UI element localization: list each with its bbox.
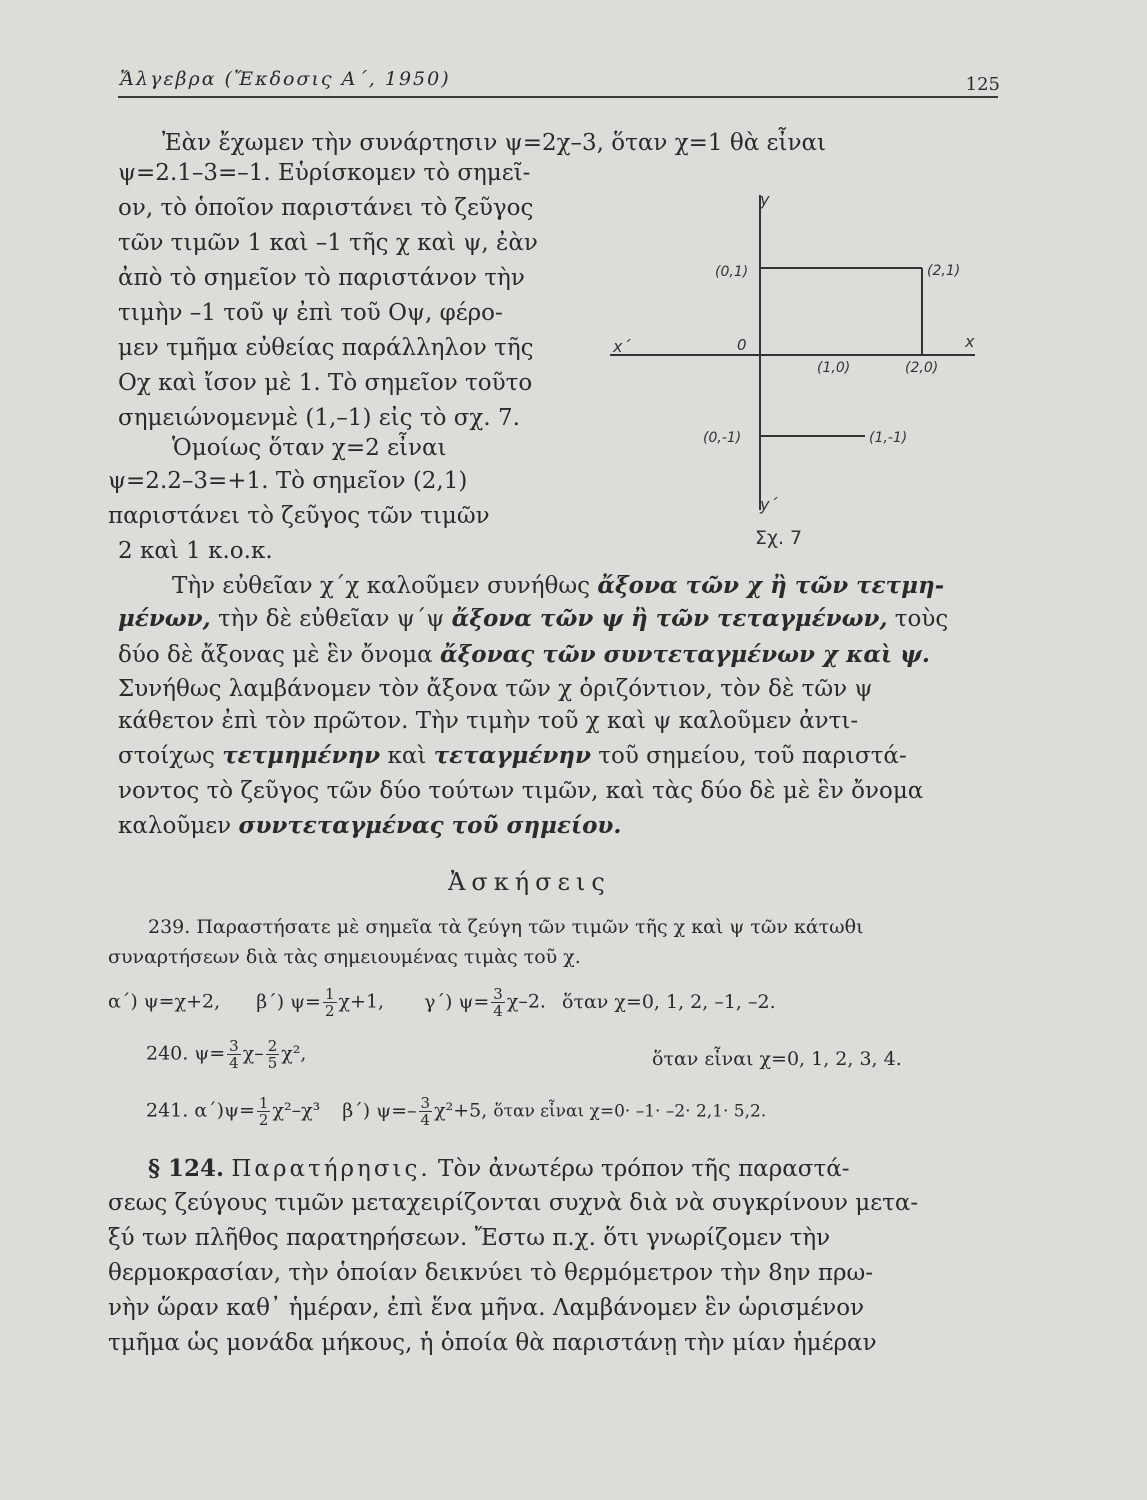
ex239-b-pre: β΄) ψ= (256, 990, 321, 1013)
def-line-6-term-a: τετμημένην (222, 742, 381, 769)
body-line-13: 2 καὶ 1 κ.ο.κ. (118, 538, 273, 564)
body-line-8: Οχ καὶ ἴσον μὲ 1. Τὸ σημεῖον τοῦτο (118, 370, 533, 396)
figure-7-coordinate-axes (605, 180, 1005, 550)
x-prime-label: x΄ (613, 337, 631, 356)
body-line-1: Ἐὰν ἔχωμεν τὴν συνάρτησιν ψ=2χ–3, ὅταν χ=1 θὰ εἶναι (162, 130, 827, 156)
exercise-239-line-1: 239. Παραστήσατε μὲ σημεῖα τὰ ζεύγη τῶν τιμῶν τῆς χ καὶ ψ τῶν κάτωθι (148, 916, 864, 938)
def-line-2-text-b: τοὺς (887, 606, 949, 632)
header-rule (118, 96, 998, 98)
exercises-heading: Ἀσκήσεις (448, 868, 611, 896)
body-line-12: παριστάνει τὸ ζεῦγος τῶν τιμῶν (108, 503, 490, 529)
body-line-4: τῶν τιμῶν 1 καὶ –1 τῆς χ καὶ ψ, ἐὰν (118, 230, 538, 256)
ex239-b-den: 2 (324, 1002, 335, 1020)
ex239-c-pre: γ΄) ψ= (424, 990, 490, 1013)
point-label-1-m1: (1,-1) (869, 430, 908, 446)
ex240-num-1: 3 (229, 1037, 239, 1055)
def-line-6-text-b: καὶ (380, 743, 434, 769)
point-label-0-m1: (0,-1) (703, 430, 742, 446)
section-number: § 124. (148, 1155, 225, 1182)
ex239-c-num: 3 (493, 985, 503, 1003)
ex241-pre: 241. α΄)ψ= (146, 1099, 255, 1122)
section-124-line-5: νὴν ὥραν καθ᾽ ἡμέραν, ἐπὶ ἕνα μῆνα. Λαμβάνομεν ἓν ὡρισμένον (108, 1295, 865, 1321)
point-label-1-0: (1,0) (817, 360, 851, 376)
section-124-line-3: ξύ των πλῆθος παρατηρήσεων. Ἔστω π.χ. ὅτι γνωρίζομεν τὴν (108, 1225, 831, 1251)
def-line-1-text: Τὴν εὐθεῖαν χ΄χ καλοῦμεν συνήθως (172, 573, 598, 599)
def-line-2-term-b: ἄξονα τῶν ψ ἢ τῶν τεταγμένων, (451, 605, 888, 632)
def-line-6-text-a: στοίχως (118, 743, 223, 769)
y-prime-label: y΄ (760, 495, 778, 514)
ex239-b-post: χ+1, (338, 990, 385, 1013)
section-124-line-1 (148, 1155, 850, 1182)
exercise-240 (146, 1038, 306, 1071)
ex241-post: χ²+5, (434, 1099, 488, 1122)
point-label-0-1: (0,1) (715, 264, 749, 280)
exercise-239-items (108, 986, 776, 1019)
ex239-a: α΄) ψ=χ+2, (108, 990, 221, 1013)
point-label-2-1: (2,1) (927, 263, 961, 279)
point-label-2-0: (2,0) (905, 360, 939, 376)
body-line-3: ον, τὸ ὁποῖον παριστάνει τὸ ζεῦγος (118, 195, 534, 221)
body-line-7: μεν τμῆμα εὐθείας παράλληλον τῆς (118, 335, 534, 361)
section-124-line-4: θερμοκρασίαν, τὴν ὁποίαν δεικνύει τὸ θερμόμετρον τὴν 8ην πρω- (108, 1260, 874, 1286)
ex240-den-2: 5 (267, 1054, 278, 1072)
y-axis-label: y (760, 190, 770, 209)
def-line-5: κάθετον ἐπὶ τὸν πρῶτον. Τὴν τιμὴν τοῦ χ καὶ ψ καλοῦμεν ἀντι- (118, 708, 859, 734)
section-line-1: Τὸν ἀνωτέρω τρόπον τῆς παραστά- (438, 1156, 850, 1182)
ex241-num-2: 3 (420, 1094, 431, 1112)
def-line-2-text-a: τὴν δὲ εὐθεῖαν ψ΄ψ (210, 606, 452, 632)
def-line-7: νοντος τὸ ζεῦγος τῶν δύο τούτων τιμῶν, καὶ τὰς δύο δὲ μὲ ἓν ὄνομα (118, 778, 924, 804)
ex241-b: β΄) ψ=– (342, 1099, 417, 1122)
ex240-fraction-1 (227, 1038, 241, 1071)
ex241-fraction-2 (419, 1095, 433, 1128)
ex240-pre: 240. ψ= (146, 1042, 226, 1065)
ex240-fraction-2 (266, 1038, 280, 1071)
def-line-8-term: συντεταγμένας τοῦ σημείου. (238, 812, 622, 839)
def-line-2-term-a: μένων, (118, 605, 211, 632)
ex241-when: ὅταν εἶναι χ=0· –1· –2· 2,1· 5,2. (493, 1101, 767, 1122)
def-line-3-text: δύο δὲ ἄξονας μὲ ἓν ὄνομα (118, 642, 440, 668)
ex241-den-2: 4 (420, 1111, 431, 1129)
ex240-mid: χ– (242, 1042, 264, 1065)
figure-caption: Σχ. 7 (755, 527, 803, 549)
def-line-3-term: ἄξονας τῶν συντεταγμένων χ καὶ ψ. (439, 641, 930, 668)
def-line-4: Συνήθως λαμβάνομεν τὸν ἄξονα τῶν χ ὁριζόντιον, τὸν δὲ τῶν ψ (118, 676, 873, 702)
def-line-6-text-c: τοῦ σημείου, τοῦ παριστά- (590, 743, 907, 769)
def-line-6 (118, 741, 907, 771)
ex239-b-num: 1 (324, 985, 335, 1003)
def-line-8 (118, 811, 621, 841)
header-title: Ἄλγεβρα (Ἔκδοσις Α΄, 1950) (120, 68, 451, 90)
body-line-5: ἀπὸ τὸ σημεῖον τὸ παριστάνον τὴν (118, 265, 525, 291)
def-line-6-term-b: τεταγμένην (433, 742, 591, 769)
body-line-6: τιμὴν –1 τοῦ ψ ἐπὶ τοῦ Οψ, φέρο- (118, 300, 503, 326)
section-124-line-6: τμῆμα ὡς μονάδα μήκους, ἡ ὁποία θὰ παριστάνῃ τὴν μίαν ἡμέραν (108, 1330, 877, 1356)
ex239-when: ὅταν χ=0, 1, 2, –1, –2. (562, 990, 776, 1013)
def-line-3 (118, 640, 930, 670)
section-124-line-2: σεως ζεύγους τιμῶν μεταχειρίζονται συχνὰ διὰ νὰ συγκρίνουν μετα- (108, 1190, 919, 1216)
exercise-239-line-2: συναρτήσεων διὰ τὰς σημειουμένας τιμὰς τοῦ χ. (108, 946, 581, 968)
page-number: 125 (965, 74, 1000, 95)
exercise-240-when: ὅταν εἶναι χ=0, 1, 2, 3, 4. (652, 1048, 902, 1070)
ex240-post: χ², (281, 1042, 307, 1065)
ex241-mid: χ²–χ³ (272, 1099, 321, 1122)
origin-label: 0 (737, 336, 747, 354)
ex239-b-fraction (323, 986, 337, 1019)
ex239-c-fraction (491, 986, 505, 1019)
body-line-10: Ὁμοίως ὅταν χ=2 εἶναι (172, 435, 447, 461)
def-line-8-text: καλοῦμεν (118, 813, 239, 839)
body-line-2: ψ=2.1–3=–1. Εὑρίσκομεν τὸ σημεῖ- (118, 160, 531, 186)
body-line-11: ψ=2.2–3=+1. Τὸ σημεῖον (2,1) (108, 468, 468, 494)
def-line-1 (172, 571, 944, 601)
ex239-c-post: χ–2. (506, 990, 546, 1013)
exercise-241 (146, 1095, 766, 1128)
body-line-9: σημειώνομενμὲ (1,–1) εἰς τὸ σχ. 7. (118, 405, 520, 431)
def-line-1-term: ἄξονα τῶν χ ἢ τῶν τετμη- (597, 572, 945, 599)
ex240-den-1: 4 (229, 1054, 239, 1072)
running-header (120, 68, 1000, 98)
ex241-den-1: 2 (258, 1111, 269, 1129)
section-title: Παρατήρησις. (231, 1156, 431, 1182)
x-axis-label: x (965, 332, 975, 351)
ex239-c-den: 4 (493, 1002, 503, 1020)
def-line-2 (118, 604, 948, 634)
ex240-num-2: 2 (267, 1037, 278, 1055)
ex241-num-1: 1 (258, 1094, 269, 1112)
ex241-fraction-1 (257, 1095, 271, 1128)
